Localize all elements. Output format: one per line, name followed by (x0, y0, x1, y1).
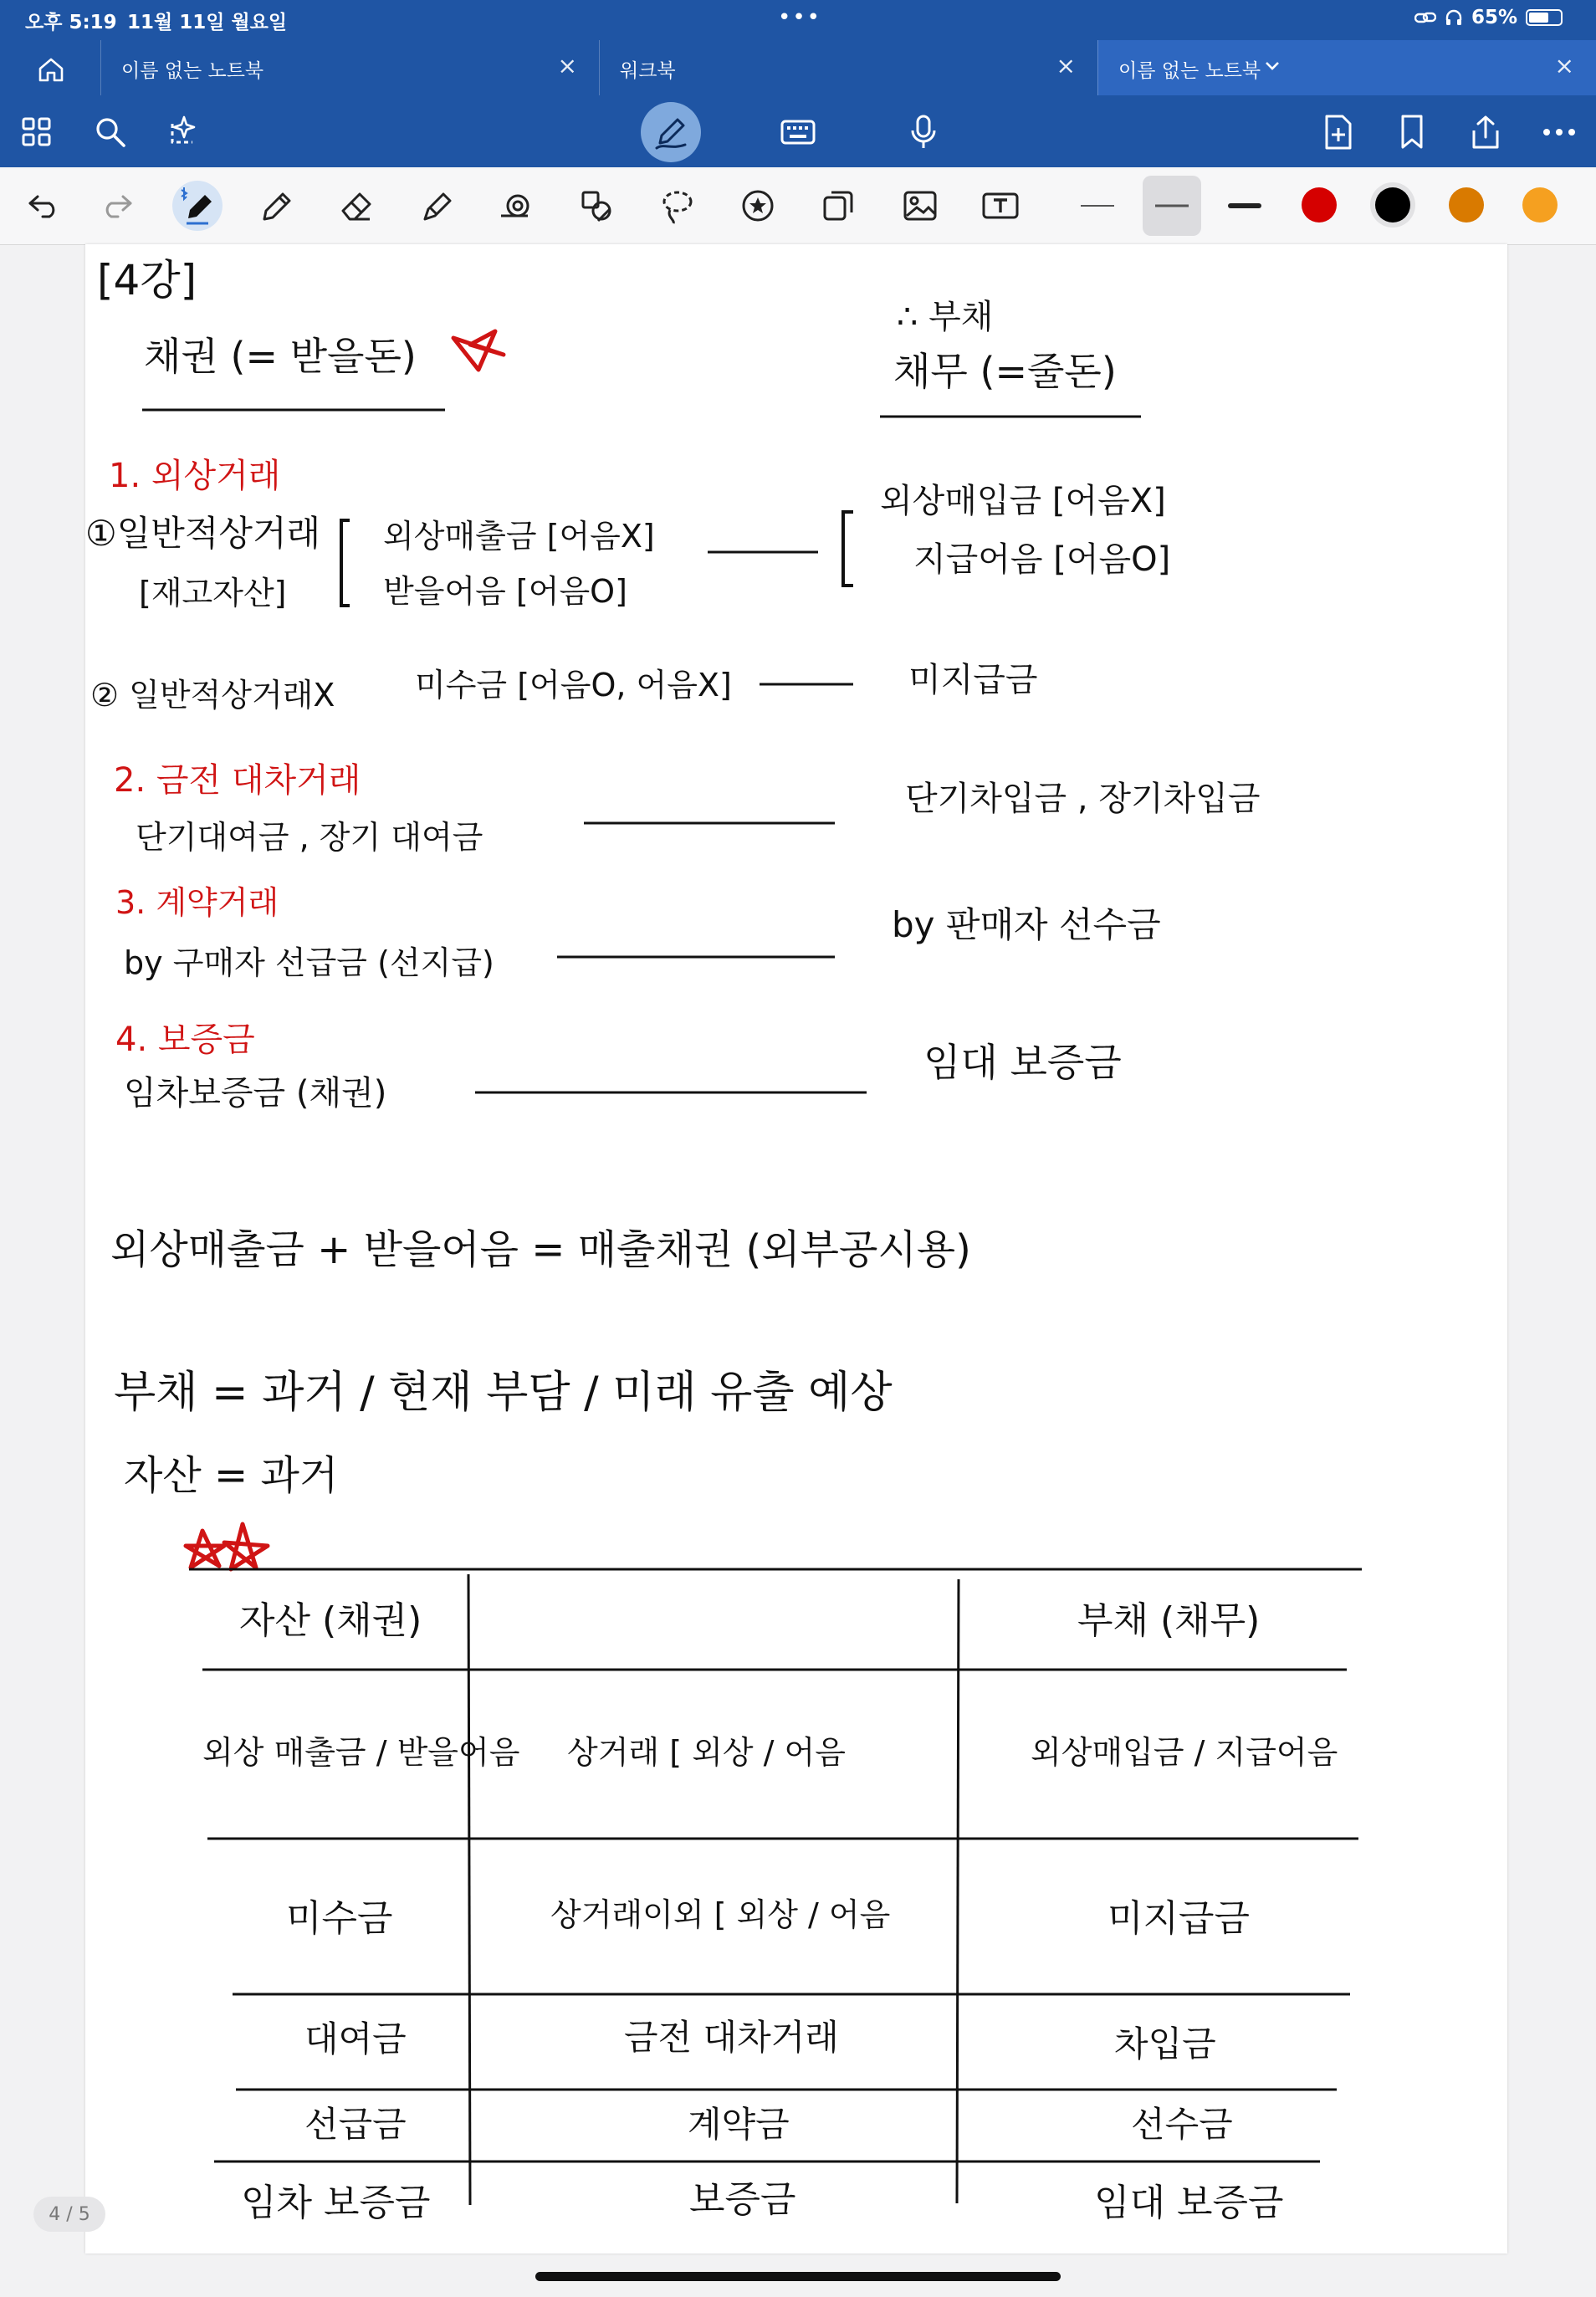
section-heading-2: 2. 금전 대차거래 (114, 761, 361, 800)
stroke-thick-button[interactable] (1220, 181, 1270, 231)
table-header-assets: 자산 (채권) (239, 1599, 422, 1642)
handwriting-canvas (85, 244, 1507, 2254)
main-toolbar (0, 95, 1596, 167)
ai-button[interactable] (159, 107, 209, 157)
table-cell: 외상매입금 / 지급어음 (1031, 1734, 1338, 1771)
highlighter-icon (418, 187, 455, 224)
definition-asset: 자산 = 과거 (124, 1452, 339, 1499)
right-note: ∴ 부채 (897, 298, 994, 336)
tab-label: 워크북 (620, 60, 676, 82)
eraser-tool-button[interactable] (331, 181, 381, 231)
red-double-star-icon (186, 1524, 268, 1569)
tab-notebook-1[interactable] (100, 40, 599, 95)
more-button[interactable] (1534, 107, 1584, 157)
red-star-icon (453, 331, 504, 370)
table-cell: 임차 보증금 (241, 2182, 431, 2224)
stroke-thin-button[interactable] (1072, 181, 1123, 231)
battery-percent: 65% (1471, 7, 1517, 28)
row5-left: 임차보증금 (채권) (124, 1074, 387, 1113)
row5-right: 임대 보증금 (923, 1040, 1122, 1085)
table-cell: 차입금 (1114, 2023, 1216, 2064)
bookmark-button[interactable] (1387, 107, 1437, 157)
copy-tool-button[interactable] (813, 181, 863, 231)
sticker-tool-button[interactable] (733, 181, 783, 231)
tab-label: 이름 없는 노트북 (1118, 60, 1261, 82)
home-icon (37, 56, 65, 83)
search-icon (94, 115, 127, 149)
apps-grid-button[interactable] (12, 107, 62, 157)
copy-icon (820, 187, 857, 224)
tab-label: 이름 없는 노트북 (121, 60, 264, 82)
stroke-thick-icon (1228, 202, 1261, 209)
chapter-title: [4강] (97, 256, 197, 304)
tab-bar (0, 40, 1596, 95)
table-cell: 보증금 (689, 2178, 796, 2221)
bracket (843, 512, 853, 586)
right-title: 채무 (=줄돈) (893, 349, 1117, 394)
formula: 외상매출금 + 받을어음 = 매출채권 (외부공시용) (110, 1226, 971, 1273)
close-icon[interactable]: × (1554, 52, 1574, 79)
drawing-toolbar (0, 167, 1596, 245)
bracket (341, 520, 350, 606)
row1-mid-b: 받을어음 [어음O] (383, 573, 627, 610)
shape-icon (498, 187, 536, 224)
row1-right-b: 지급어음 [어음O] (913, 540, 1171, 579)
stroke-thin-icon (1081, 203, 1114, 208)
table-header-liabilities: 부채 (채무) (1077, 1599, 1261, 1642)
microphone-button[interactable] (898, 107, 949, 157)
text-box-tool-button[interactable] (975, 181, 1026, 231)
keyboard-button[interactable] (773, 107, 823, 157)
tab-workbook[interactable] (599, 40, 1097, 95)
table-cell: 대여금 (304, 2018, 407, 2059)
table-cell: 임대 보증금 (1094, 2182, 1284, 2224)
row4-left: by 구매자 선급금 (선지급) (124, 944, 494, 981)
pen-mode-icon (652, 113, 690, 151)
more-icon (1542, 128, 1576, 136)
bluetooth-pen-icon (178, 185, 217, 227)
add-page-icon (1322, 114, 1354, 151)
redo-icon (100, 193, 135, 218)
apps-grid-icon (21, 116, 53, 148)
redo-button[interactable] (92, 181, 142, 231)
home-indicator[interactable] (535, 2272, 1061, 2281)
table-cell: 미수금 (286, 1897, 393, 1940)
color-swatch-black[interactable] (1375, 187, 1410, 223)
highlighter-tool-button[interactable] (412, 181, 462, 231)
section-heading-3: 3. 계약거래 (115, 884, 279, 921)
row3-right: 단기차입금 , 장기차입금 (905, 780, 1261, 818)
stroke-medium-icon (1155, 203, 1189, 208)
close-icon[interactable]: × (1056, 52, 1076, 79)
stroke-medium-button[interactable] (1143, 176, 1201, 236)
battery-fill (1529, 13, 1548, 23)
image-icon (902, 189, 939, 223)
section-heading-4: 4. 보증금 (115, 1021, 255, 1059)
shape-tool-button[interactable] (492, 181, 542, 231)
status-right (1414, 7, 1563, 28)
definition-liability: 부채 = 과거 / 현재 부담 / 미래 유출 예상 (114, 1368, 893, 1418)
undo-icon (26, 193, 61, 218)
table-cell: 금전 대차거래 (624, 2017, 839, 2058)
page-indicator: 4 / 5 (33, 2197, 105, 2232)
stamp-icon (578, 187, 616, 224)
share-icon (1469, 114, 1502, 151)
sticker-icon (739, 187, 777, 224)
text-box-icon (980, 189, 1021, 223)
pencil-tool-button[interactable] (251, 181, 301, 231)
status-time: 오후 5:19 (25, 12, 117, 33)
table-cell: 상거래 [ 외상 / 어음 (567, 1734, 846, 1771)
status-bar (0, 0, 1596, 40)
table-cell: 계약금 (688, 2104, 790, 2145)
microphone-icon (909, 114, 938, 151)
note-page[interactable] (85, 244, 1507, 2254)
pen-tool-button[interactable] (172, 181, 223, 231)
search-button[interactable] (85, 107, 136, 157)
row1-left-sub: [재고자산] (139, 575, 287, 611)
table-cell: 상거래이외 [ 외상 / 어음 (550, 1896, 891, 1933)
stamp-tool-button[interactable] (572, 181, 622, 231)
row4-right: by 판매자 선수금 (892, 904, 1161, 945)
ai-sparkle-icon (166, 114, 202, 151)
color-swatch-amber[interactable] (1522, 187, 1558, 223)
left-title: 채권 (= 받을돈) (144, 334, 417, 379)
image-tool-button[interactable] (895, 181, 945, 231)
row1-right-a: 외상매입금 [어음X] (880, 482, 1166, 520)
row2-right: 미지급금 (908, 661, 1038, 699)
pen-mode-button[interactable] (641, 102, 701, 162)
link-icon (1414, 9, 1436, 26)
add-page-button[interactable] (1313, 107, 1363, 157)
close-icon[interactable]: × (557, 52, 577, 79)
section-heading-1: 1. 외상거래 (109, 457, 281, 495)
table-cell: 미지급금 (1107, 1897, 1251, 1940)
multitasking-dots-icon[interactable]: ••• (778, 5, 822, 30)
status-date: 11월 11일 월요일 (127, 12, 288, 33)
eraser-icon (338, 187, 375, 224)
bookmark-icon (1399, 114, 1425, 151)
home-button[interactable] (18, 49, 84, 90)
color-swatch-red[interactable] (1302, 187, 1337, 223)
row3-left: 단기대여금 , 장기 대여금 (136, 819, 483, 856)
lasso-icon (658, 187, 697, 225)
headphones-icon (1445, 8, 1463, 27)
keyboard-icon (780, 118, 816, 146)
row2-mid: 미수금 [어음O, 어음X] (415, 667, 732, 703)
color-swatch-orange[interactable] (1449, 187, 1484, 223)
chevron-down-icon[interactable] (1264, 60, 1281, 72)
share-button[interactable] (1460, 107, 1511, 157)
lasso-tool-button[interactable] (652, 181, 703, 231)
battery-icon (1526, 9, 1563, 26)
row1-mid-a: 외상매출금 [어음X] (383, 518, 655, 555)
table-cell: 선급금 (304, 2104, 407, 2145)
undo-button[interactable] (18, 181, 69, 231)
tab-notebook-active[interactable] (1097, 40, 1596, 95)
row2-left: ② 일반적상거래X (90, 677, 335, 714)
pencil-icon (258, 187, 294, 224)
row1-left-title: ①일반적상거래 (85, 513, 321, 554)
table-cell: 외상 매출금 / 받을어음 (202, 1734, 520, 1771)
table-cell: 선수금 (1131, 2104, 1233, 2145)
